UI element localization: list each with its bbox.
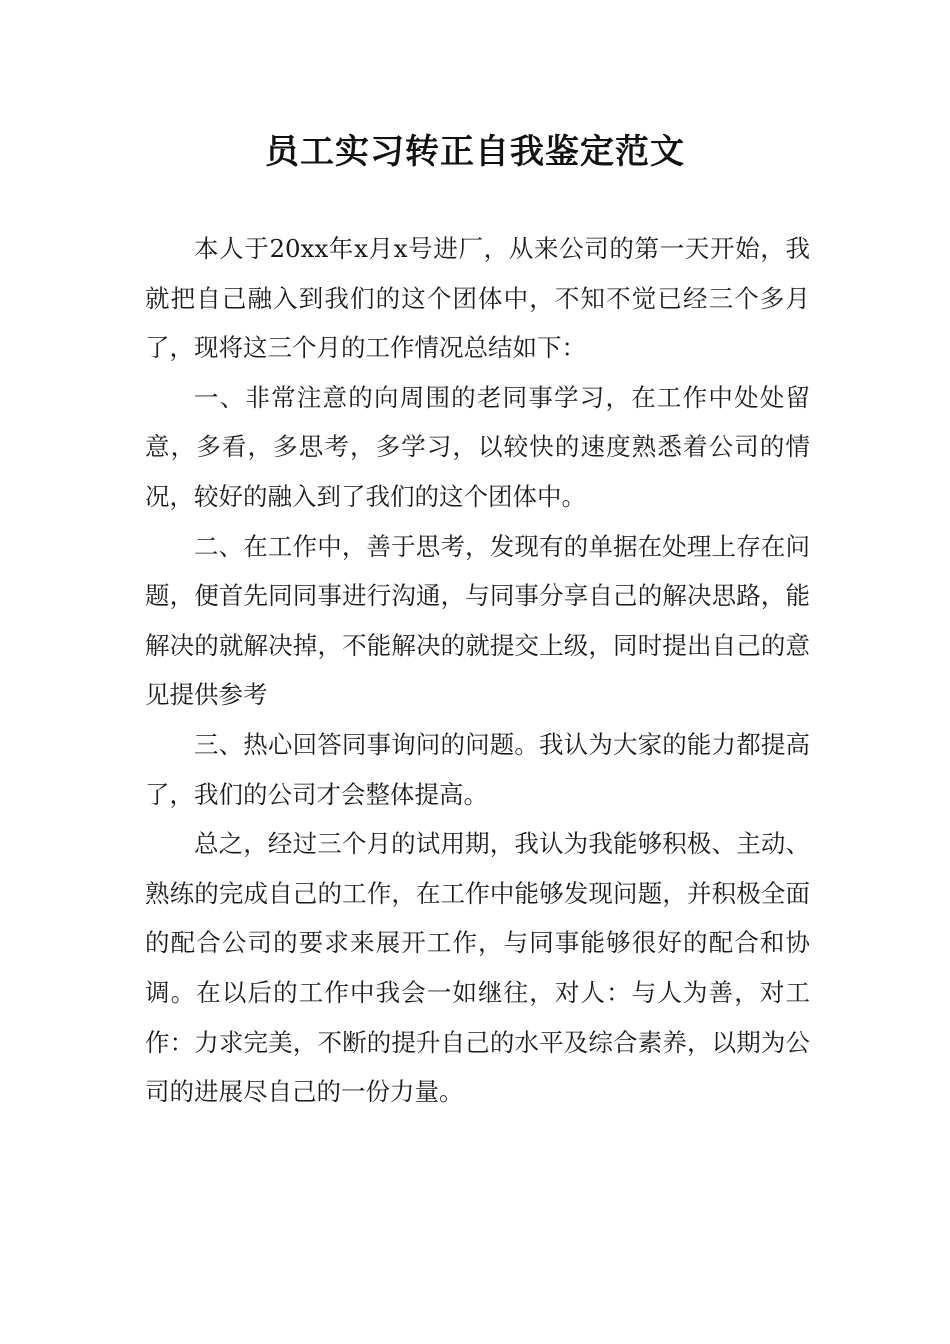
paragraph-point-two: 二、在工作中，善于思考，发现有的单据在处理上存在问题，便首先同同事进行沟通，与同事分享自己的解决思路，能解决的就解决掉，不能解决的就提交上级，同时提出自己的意见提供参考 <box>145 531 810 710</box>
paragraph-point-one: 一、非常注意的向周围的老同事学习，在工作中处处留意，多看，多思考，多学习，以较快的速度熟悉着公司的情况，较好的融入到了我们的这个团体中。 <box>145 382 810 511</box>
paragraph-intro: 本人于20xx年x月x号进厂，从来公司的第一天开始，我就把自己融入到我们的这个团体中，不知不觉已经三个多月了，现将这三个月的工作情况总结如下： <box>145 234 810 363</box>
document-title: 员工实习转正自我鉴定范文 <box>265 132 685 172</box>
document-body <box>145 224 810 1117</box>
paragraph-conclusion: 总之，经过三个月的试用期，我认为我能够积极、主动、熟练的完成自己的工作，在工作中能够发现问题，并积极全面的配合公司的要求来展开工作，与同事能够很好的配合和协调。在以后的工作中我会一如继往，对人：与人为善，对工作：力求完美，不断的提升自己的水平及综合素养，以期为公司的进展尽自己的一份力量。 <box>145 829 810 1107</box>
paragraph-point-three: 三、热心回答同事询问的问题。我认为大家的能力都提高了，我们的公司才会整体提高。 <box>145 729 810 809</box>
